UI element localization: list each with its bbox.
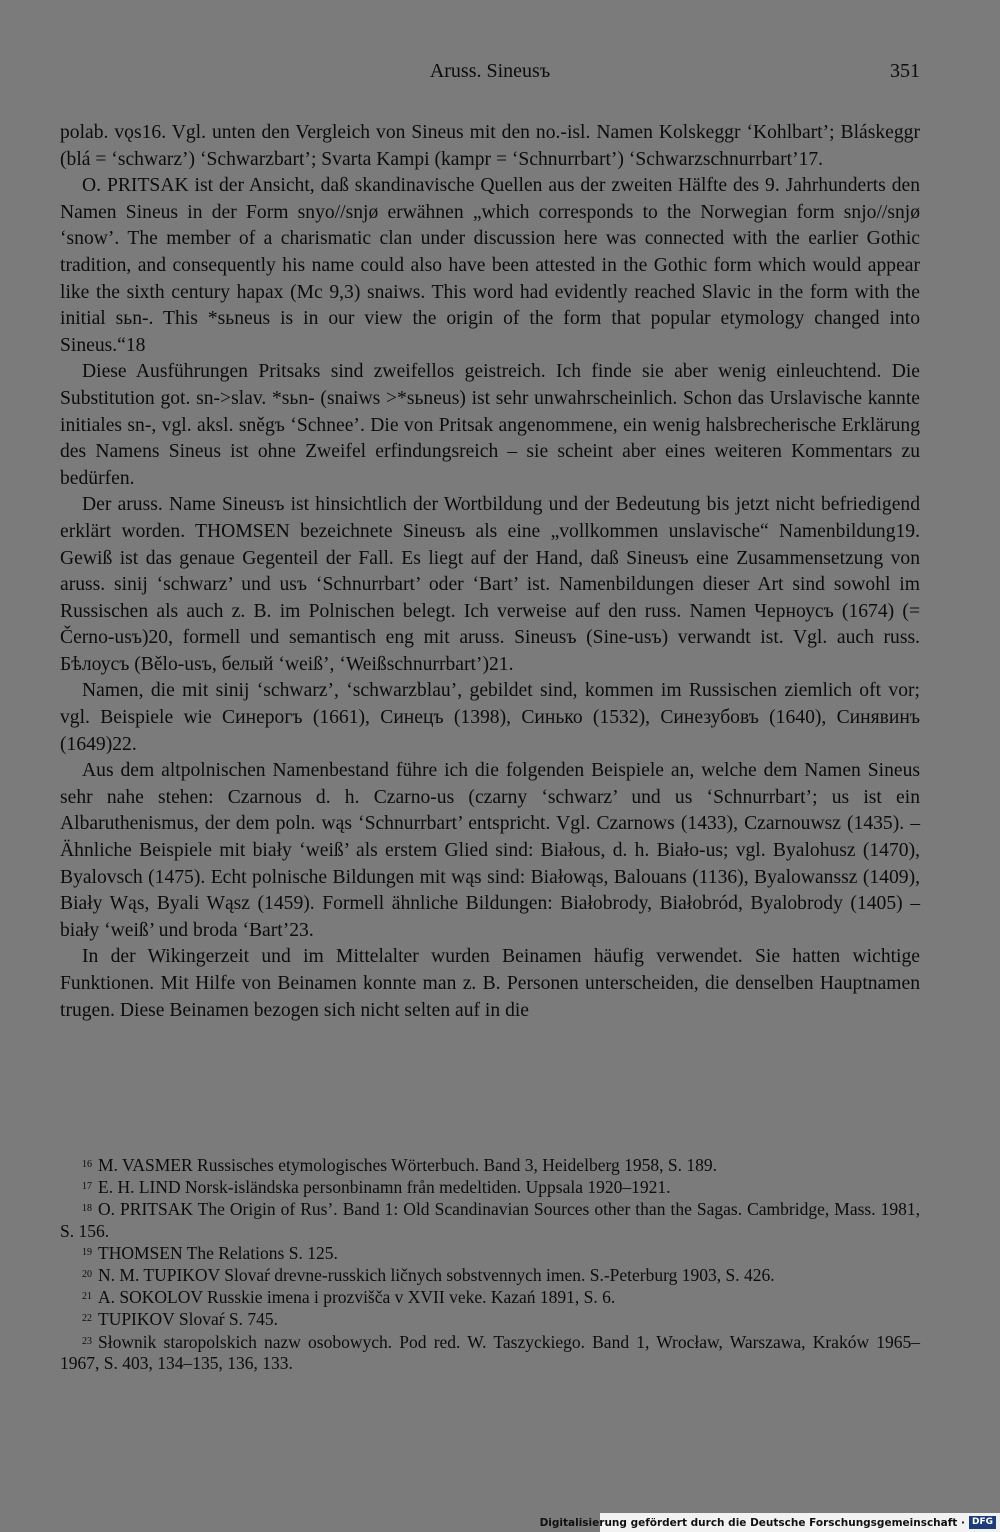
- running-title: Aruss. Sineusъ: [429, 60, 551, 82]
- footnote-number: 23: [82, 1335, 92, 1347]
- credit-text: Digitalisierung gefördert durch die Deutsche Forschungsgemeinschaft ·: [539, 1516, 965, 1529]
- dfg-logo: DFG: [969, 1516, 996, 1529]
- paragraph: Diese Ausführungen Pritsaks sind zweifellos geistreich. Ich finde sie aber wenig einleuchtend. Die Substitution got. sn->slav. *sьn- (snaiws >*sьneus) ist sehr unwahrscheinlich. Schon das Urslavische kannte initiales sn-, vgl. aksl. sněgъ ‘Schnee’. Die von Pritsak angenommene, ein wenig halsbrecherische Erklärung des Namens Sineus ist ohne Zweifel erfindungsreich – sie scheint aber eines weiteren Kommentars zu bedürfen.: [60, 361, 920, 489]
- footnote-number: 17: [82, 1181, 92, 1193]
- main-text: [60, 120, 920, 1024]
- footnote-number: 20: [82, 1269, 92, 1281]
- footnote: [60, 1331, 920, 1374]
- footnote-text: THOMSEN The Relations S. 125.: [98, 1242, 338, 1263]
- footnote-number: 18: [82, 1203, 92, 1215]
- paragraph: Aus dem altpolnischen Namenbestand führe ich die folgenden Beispiele an, welche dem Namen Sineus sehr nahe stehen: Czarnous d. h. Czarno-us (czarny ‘schwarz’ und us ‘Schnurrbart’; us ist ein Albaruthenismus, der dem poln. wąs ‘Schnurrbart’ entspricht. Vgl. Czarnows (1433), Czarnouwsz (1435). – Ähnliche Beispiele mit biały ‘weiß’ als erstem Glied sind: Białous, d. h. Biało-us; vgl. Byalohusz (1470), Byalovsch (1475). Echt polnische Bildungen mit wąs sind: Białowąs, Balouans (1136), Byalowanssz (1409), Biały Wąs, Byali Wąsz (1459). Formell ähnliche Bildungen: Białobrody, Białobród, Byalobrody (1405) – biały ‘weiß’ und broda ‘Bart’23.: [60, 760, 920, 941]
- footnote: [60, 1286, 920, 1308]
- footnote-number: 19: [82, 1246, 92, 1258]
- footnote-text: M. VASMER Russisches etymologisches Wörterbuch. Band 3, Heidelberg 1958, S. 189.: [98, 1155, 717, 1175]
- page-number: 351: [890, 60, 920, 82]
- footnote-number: 21: [82, 1291, 92, 1303]
- digitization-credit: [539, 1513, 1000, 1532]
- footnote: [60, 1154, 920, 1176]
- footnote-number: 22: [82, 1313, 92, 1325]
- footnote-text: N. M. TUPIKOV Slovaŕ drevne-russkich ličnych sobstvennych imen. S.-Peterburg 1903, S. 426.: [98, 1265, 775, 1286]
- footnote-text: Słownik staropolskich nazw osobowych. Pod red. W. Taszyckiego. Band 1, Wrocław, Warszawa, Kraków 1965–1967, S. 403, 134–135, 136, 133.: [60, 1331, 920, 1373]
- paragraph: Namen, die mit sinij ‘schwarz’, ‘schwarzblau’, gebildet sind, kommen im Russischen ziemlich oft vor; vgl. Beispiele wie Синерогъ (1661), Синецъ (1398), Синько (1532), Синезубовъ (1640), Синявинъ (1649)22.: [60, 680, 920, 755]
- paragraph: polab. vǫs16. Vgl. unten den Vergleich von Sineus mit den no.-isl. Namen Kolskeggr ‘Kohlbart’; Bláskeggr (blá = ‘schwarz’) ‘Schwarzbart’; Svarta Kampi (kampr = ‘Schnurrbart’) ‘Schwarzschnurrbart’17.: [60, 122, 920, 170]
- footnote: [60, 1176, 920, 1198]
- running-header: [60, 60, 920, 90]
- paragraph: In der Wikingerzeit und im Mittelalter wurden Beinamen häufig verwendet. Sie hatten wichtige Funktionen. Mit Hilfe von Beinamen konnte man z. B. Personen unterscheiden, die denselben Hauptnamen trugen. Diese Beinamen bezogen sich nicht selten auf in die: [60, 946, 920, 1021]
- footnotes: [60, 1154, 920, 1374]
- footnote-text: TUPIKOV Slovaŕ S. 745.: [98, 1309, 279, 1330]
- footnote: [60, 1264, 920, 1286]
- paragraph: O. PRITSAK ist der Ansicht, daß skandinavische Quellen aus der zweiten Hälfte des 9. Jahrhunderts den Namen Sineus in der Form snyo//snjø erwähnen „which corresponds to the Norwegian form snjo//snjø ‘snow’. The member of a charismatic clan under discussion here was connected with the earlier Gothic tradition, and consequently his name could also have been attested in the Gothic form which would appear like the sixth century hapax (Mc 9,3) snaiws. This word had evidently reached Slavic in the form with the initial sьn-. This *sьneus is in our view the origin of the form that popular etymology changed into Sineus.“18: [60, 175, 920, 356]
- footnote-text: E. H. LIND Norsk-isländska personbinamn från medeltiden. Uppsala 1920–1921.: [98, 1177, 671, 1198]
- paragraph: Der aruss. Name Sineusъ ist hinsichtlich der Wortbildung und der Bedeutung bis jetzt nicht befriedigend erklärt worden. THOMSEN bezeichnete Sineusъ als eine „vollkommen unslavische“ Namenbildung19. Gewiß ist das genaue Gegenteil der Fall. Es liegt auf der Hand, daß Sineusъ eine Zusammensetzung von aruss. sinij ‘schwarz’ und usъ ‘Schnurrbart’ oder ‘Bart’ ist. Namenbildungen dieser Art sind sowohl im Russischen als auch z. B. im Polnischen belegt. Ich verweise auf den russ. Namen Черноусъ (1674) (= Černo-usъ)20, formell und semantisch eng mit aruss. Sineusъ (Sine-usъ) verwandt ist. Vgl. auch russ. Бѣлоусъ (Bělo-usъ, белый ‘weiß’, ‘Weißschnurrbart’)21.: [60, 494, 920, 675]
- footnote: [60, 1308, 920, 1330]
- footnote: [60, 1198, 920, 1241]
- footnote-text: A. SOKOLOV Russkie imena i prozvišča v XVII veke. Kazań 1891, S. 6.: [98, 1287, 616, 1308]
- footnote-number: 16: [82, 1159, 92, 1170]
- footnote-text: O. PRITSAK The Origin of Rus’. Band 1: Old Scandinavian Sources other than the Sagas. Cambridge, Mass. 1981, S. 156.: [60, 1199, 920, 1241]
- footnote: [60, 1242, 920, 1264]
